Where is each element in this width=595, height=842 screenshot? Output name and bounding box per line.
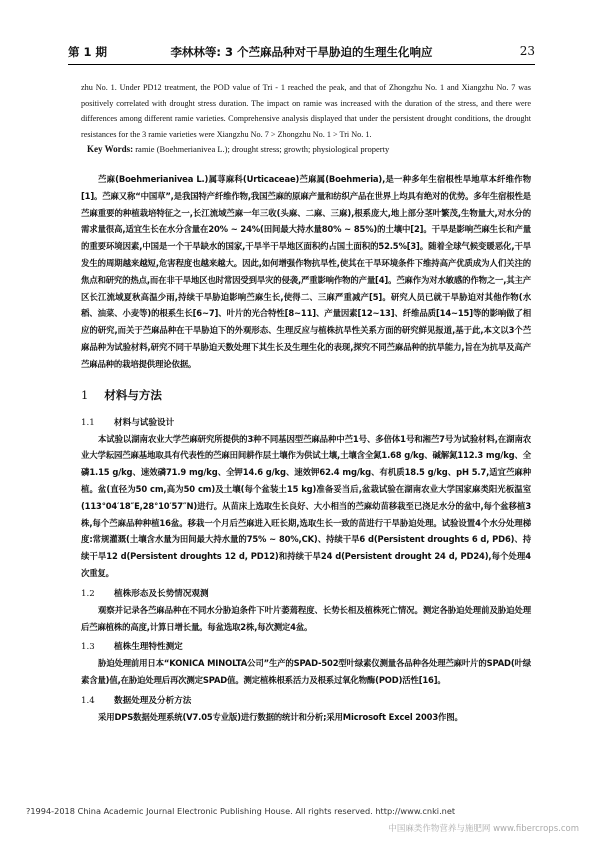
subsection-heading-1-4: [81, 693, 531, 709]
materials-paragraph: 本试验以湖南农业大学苎麻研究所提供的3种不同基因型苎麻品种中苎1号、多倍体1号和湘苎7号为试验材料,在湖南农业大学耘园苎麻基地取具有代表性的苎麻田间耕作层土壤作为供试土壤,土壤含全氮1.68 g/kg、碱解氮112.3 mg/kg、全磷1.15 g/kg、速效磷71.9 mg/kg、全钾14.6 g/kg、速效钾62.4 mg/kg、有机质18.5 g/kg、pH 5.7,适宜苎麻种植。盆(直径为50 cm,高为50 cm)及土壤(每个盆装土15 kg)准备妥当后,盆栽试验在湖南农业大学国家麻类阳光板温室(113°04′18″E,28°10′57″N)进行。从苗床上选取生长良好、大小相当的苎麻幼苗移栽至已浇足水分的盆中,每个盆移植3株,每个苎麻品种种植16盆。移栽一个月后苎麻进入旺长期,选取生长一致的苗进行干旱胁迫处理。试验设置4个水分处理梯度:常规灌溉(土壤含水量为田间最大持水量的75% ~ 80%,CK)、持续干旱6 d(Persistent droughts 6 d, PD6)、持续干旱12 d(Persistent droughts 12 d, PD12)和持续干旱24 d(Persistent drought 24 d, PD24),每个处理4次重复。: [81, 433, 531, 578]
physiology-paragraph: 胁迫处理前用日本“KONICA MINOLTA公司”生产的SPAD-502型叶绿素仪测量各品种各处理苎麻叶片的SPAD(叶绿素含量)值,在胁迫处理后再次测定SPAD值。测定植株根系活力及根系过氧化物酶(POD)活性[16]。: [81, 658, 531, 686]
subsection-heading-1-1: [81, 415, 531, 431]
copyright-footer: ?1994-2018 China Academic Journal Electronic Publishing House. All rights reserved. http://www.cnki.net: [26, 806, 456, 816]
site-watermark: 中国麻类作物营养与施肥网 www.fibercrops.com: [388, 824, 579, 834]
issue-number: 第 1 期: [68, 45, 108, 59]
subsection-title: 植株生理特性测定: [114, 642, 183, 653]
section-heading: [81, 387, 531, 403]
running-header: [68, 44, 535, 64]
subsection-heading-1-3: [81, 639, 531, 655]
subsection-heading-1-2: [81, 586, 531, 602]
subsection-number: 1.1: [81, 417, 95, 428]
main-content: [81, 80, 531, 726]
section-number: 1: [81, 387, 89, 402]
section-title: 材料与方法: [104, 387, 162, 402]
subsection-number: 1.4: [81, 695, 95, 706]
subsection-number: 1.2: [81, 588, 95, 599]
subsection-title: 数据处理及分析方法: [114, 695, 192, 706]
running-title: 李林林等: 3 个苎麻品种对干旱胁迫的生理生化响应: [170, 45, 433, 59]
subsection-title: 材料与试验设计: [114, 417, 175, 428]
morphology-paragraph: 观察并记录各苎麻品种在不同水分胁迫条件下叶片萎蔫程度、长势长相及植株死亡情况。测定各胁迫处理前及胁迫处理后苎麻植株的高度,计算日增长量。每盆选取2株,每次测定4盆。: [81, 604, 531, 632]
keywords-text: ramie (Boehmerianivea L.); drought stress; growth; physiological property: [135, 144, 390, 154]
keywords: [87, 142, 531, 157]
subsection-title: 植株形态及长势情况观测: [114, 588, 209, 599]
page-number: 23: [519, 44, 535, 58]
english-abstract: zhu No. 1. Under PD12 treatment, the POD value of Tri - 1 reached the peak, and that of Zhongzhu No. 1 and Xiangzhu No. 7 was positively correlated with drought stress duration. The impact on ramie was increased with the duration of the stress, and there were differences among different ramie varieties. Comprehensive analysis displayed that under the persistent drought conditions, the drought resistances for the 3 ramie varieties were Xiangzhu No. 7 > Zhongzhu No. 1 > Tri No. 1.: [81, 83, 531, 139]
header-rule: [68, 64, 535, 65]
data-analysis-paragraph: 采用DPS数据处理系统(V7.05专业版)进行数据的统计和分析;采用Microsoft Excel 2003作图。: [98, 711, 463, 722]
introduction-paragraph: 苎麻(Boehmerianivea L.)属荨麻科(Urticaceae)苎麻属(Boehmeria),是一种多年生宿根性旱地草本纤维作物[1]。苎麻又称“中国草”,是我国特产纤维作物,我国苎麻的原麻产量和纺织产品在世界上均具有绝对的优势。多年生宿根性是苎麻重要的种植栽培特征之一,长江流域苎麻一年三收(头麻、二麻、三麻),根系庞大,地上部分茎叶繁茂,生物量大,对水分的需求量很高,适宜生长在水分含量在20% ~ 24%(田间最大持水量80% ~ 85%)的土壤中[2]。干旱是影响苎麻生长和产量的重要环境因素,中国是一个干旱缺水的国家,干旱半干旱地区面积约占国土面积的52.5%[3]。随着全球气候变暖恶化,干旱发生的周期越来越短,危害程度也越来越大。因此,如何增强作物抗旱性,使其在干旱环境条件下维持高产优质成为人们关注的焦点和研究的热点,而在非干旱地区也时常因受到旱灾的侵袭,严重影响作物的产量[4]。苎麻作为对水敏感的作物之一,其主产区长江流域夏秋高温少雨,持续干旱胁迫影响苎麻生长,使得二、三麻严重减产[5]。研究人员已就干旱胁迫对其他作物(水稻、油菜、小麦等)的根系生长[6~7]、叶片的光合特性[8~11]、产量因素[12~13]、纤维品质[14~15]等的影响做了相应的研究,而关于苎麻品种在干旱胁迫下的外观形态、生理反应与植株抗旱性关系方面的研究鲜见报道,基于此,本文以3个苎麻品种为试验材料,研究不同干旱胁迫天数处理下其生长及生理生化的表现,探究不同苎麻品种的抗旱能力,旨在为抗旱及高产苎麻品种的栽培提供理论依据。: [81, 174, 531, 369]
subsection-number: 1.3: [81, 642, 95, 653]
keywords-label: Key Words:: [87, 144, 134, 154]
